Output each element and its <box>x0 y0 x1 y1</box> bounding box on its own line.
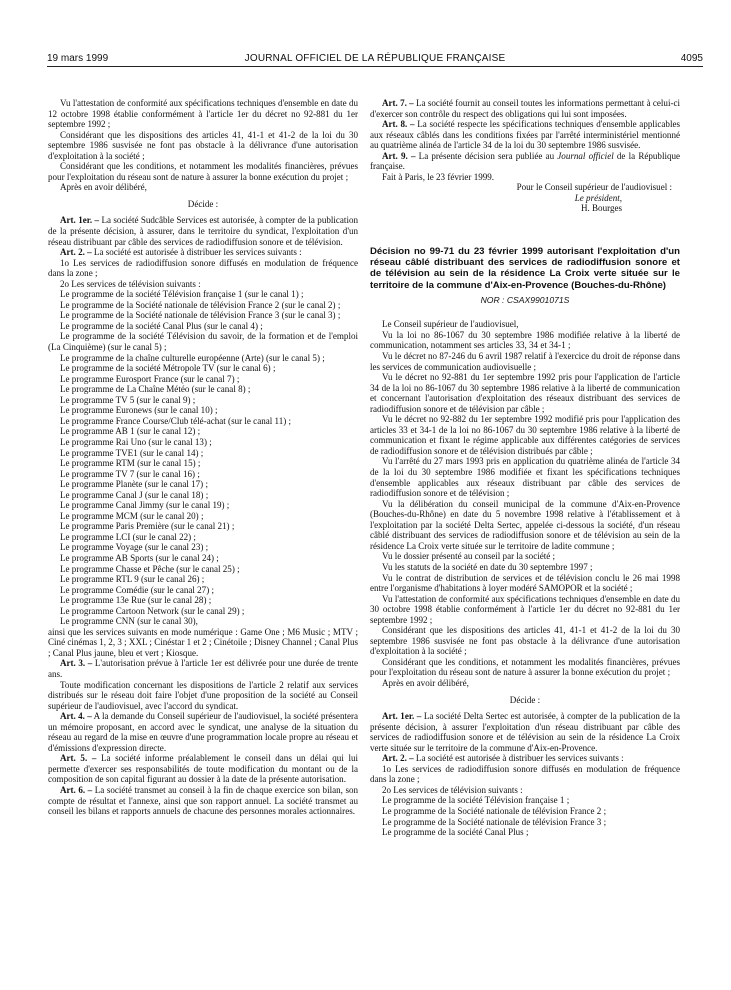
program-item: Le programme de la société Métropole TV (sur le canal 6) ; <box>60 363 276 374</box>
paragraph: Vu le décret no 92-882 du 1er septembre 1992 modifié pris pour l'application des articles 33 et 34-1 de la loi no 86-1067 du 30 septembre 1986 relative à la liberté de communication et fixant le régime applicable aux différentes catégories de services de radiodiffusion sonore et de télévision distribués par câble ; <box>370 414 680 456</box>
program-item: Le programme RTM (sur le canal 15) ; <box>60 458 201 469</box>
program-item: Le programme Euronews (sur le canal 10) ; <box>60 405 218 416</box>
signature-name: H. Bourges <box>580 203 622 214</box>
program-item: Le programme de La Chaîne Météo (sur le canal 8) ; <box>60 384 251 395</box>
left-column <box>48 98 358 817</box>
program-item: Le programme CNN (sur le canal 30), <box>60 616 198 627</box>
page-number: 4095 <box>680 53 703 64</box>
program-item: Le programme Paris Première (sur le canal 21) ; <box>60 521 235 532</box>
article-label: Art. 3. – <box>60 658 93 669</box>
article-8 <box>370 119 680 151</box>
article-label: Art. 5. – <box>60 753 97 764</box>
program-item: Le programme France Course/Club télé-achat (sur le canal 11) ; <box>60 415 292 426</box>
journal-name: Journal officiel <box>557 150 614 161</box>
article-text: La société Delta Sertec est autorisée, à compter de la publication de la présente décision, à assurer l'exploitation d'un réseau distribuant par câble des services de radiodiffusion sonore et de télévision au sein de la résidence La Croix verte située sur le territoire de la commune d'Aix-en-Provence. <box>370 711 680 753</box>
article-label: Art. 2. – <box>60 247 92 258</box>
program-item: Le programme TVE1 (sur le canal 14) ; <box>60 447 204 458</box>
paragraph: Considérant que les dispositions des articles 41, 41-1 et 41-2 de la loi du 30 septembre 1986 susvisée ne font pas obstacle à la délivrance d'une autorisation d'exploitation à la société ; <box>48 129 358 161</box>
signature-date: Fait à Paris, le 23 février 1999. <box>382 171 495 182</box>
article-text: La société est autorisée à distribuer les services suivants : <box>93 247 302 258</box>
program-item: Le programme Voyage (sur le canal 23) ; <box>60 542 209 553</box>
issue-date: 19 mars 1999 <box>47 53 109 64</box>
program-item: Le programme Canal J (sur le canal 18) ; <box>60 489 209 500</box>
signature-role: Le président, <box>574 192 622 203</box>
paragraph: Vu les statuts de la société en date du 30 septembre 1997 ; <box>382 561 593 572</box>
paragraph: Vu le décret no 87-246 du 6 avril 1987 relatif à l'exercice du droit de réponse dans les services de communication audiovisuelle ; <box>370 351 680 372</box>
program-item: Le programme de la société Télévision française 1 (sur le canal 1) ; <box>60 289 304 300</box>
paragraph: Vu le contrat de distribution de services et de télévision conclu le 26 mai 1998 entre l'organisme d'habitations à loyer modéré SAMOPOR et la société ; <box>370 572 680 594</box>
signature-org: Pour le Conseil supérieur de l'audiovisuel : <box>516 182 672 193</box>
article-label: Art. 1er. – <box>60 215 100 226</box>
article-label: Art. 4. – <box>60 711 92 722</box>
program-item: Le programme RTL 9 (sur le canal 26) ; <box>60 574 205 585</box>
paragraph: Le Conseil supérieur de l'audiovisuel, <box>382 319 519 330</box>
paragraph: Considérant que les conditions, et notamment les modalités financières, prévues pour l'exploitation du réseau sont de nature à assurer la bonne exécution du projet ; <box>48 161 358 182</box>
article-text: A la demande du Conseil supérieur de l'audiovisuel, la société présentera un mémoire proposant, en accord avec le syndicat, une analyse de la situation du réseau au regard de la mise en œuvre d'une programmation locale propre au réseau et d'émissions d'expression directe. <box>48 711 359 753</box>
tv-services: 2o Les services de télévision suivants : <box>382 784 523 795</box>
tv-services: 2o Les services de télévision suivants : <box>60 278 201 289</box>
program-item: Le programme de la société Canal Plus ; <box>382 827 529 838</box>
program-item: Le programme Planète (sur le canal 17) ; <box>60 479 208 490</box>
paragraph: Considérant que les conditions, et notamment les modalités financières, prévues pour l'exploitation du réseau sont de nature à assurer la bonne exécution du projet ; <box>370 656 680 678</box>
article-9 <box>370 151 680 172</box>
program-item: Le programme Rai Uno (sur le canal 13) ; <box>60 436 212 447</box>
radio-services: 1o Les services de radiodiffusion sonore diffusés en modulation de fréquence dans la zone ; <box>370 763 680 785</box>
program-item: Le programme AB 1 (sur le canal 12) ; <box>60 426 201 437</box>
paragraph: Vu la loi no 86-1067 du 30 septembre 1986 modifiée relative à la liberté de communication, notamment ses articles 33, 34 et 34-1 ; <box>370 329 680 351</box>
article-4 <box>48 711 358 753</box>
journal-title: JOURNAL OFFICIEL DE LA RÉPUBLIQUE FRANÇAISE <box>244 53 506 64</box>
decide-heading: Décide : <box>187 198 219 209</box>
article-1 <box>370 711 680 753</box>
program-item: Le programme de la Société nationale de télévision France 3 ; <box>382 816 607 827</box>
paragraph: Vu l'attestation de conformité aux spécifications techniques d'ensemble en date du 30 octobre 1998 établie conformément à l'article 1er du décret no 92-881 du 1er septembre 1992 ; <box>370 593 680 625</box>
paragraph: Vu l'attestation de conformité aux spécifications techniques d'ensemble en date du 12 octobre 1998 établie conformément à l'article 1er du décret no 92-881 du 1er septembre 1992 ; <box>48 98 358 130</box>
article-text: La société fournit au conseil toutes les informations permettant à celui-ci d'exercer son contrôle du respect des obligations qui lui sont imposées. <box>370 98 681 119</box>
program-item: Le programme Canal Jimmy (sur le canal 19) ; <box>60 500 230 511</box>
program-item: Le programme AB Sports (sur le canal 24) ; <box>60 552 219 563</box>
decision-title: Décision no 99-71 du 23 février 1999 autorisant l'exploitation d'un réseau câblé distribuant des services de radiodiffusion sonore et de télévision au sein de la résidence La Croix verte située sur le territoire de la commune d'Aix-en-Provence (Bouches-du-Rhône) <box>370 246 680 291</box>
decide-heading: Décide : <box>509 694 541 705</box>
article-label: Art. 6. – <box>60 785 93 795</box>
program-item: Le programme Chasse et Pêche (sur le canal 25) ; <box>60 563 240 574</box>
paragraph: Considérant que les dispositions des articles 41, 41-1 et 41-2 de la loi du 30 septembre 1986 susvisée ne font pas obstacle à la délivrance d'une autorisation d'exploitation à la société ; <box>370 625 680 657</box>
paragraph: Vu le dossier présenté au conseil par la société ; <box>382 551 556 562</box>
article-label: Art. 2. – <box>382 753 414 764</box>
article-7 <box>370 98 680 119</box>
article-label: Art. 7. – <box>382 98 414 108</box>
article-text: La société transmet au conseil à la fin de chaque exercice son bilan, son compte de résultat et l'annexe, ainsi que son rapport annuel. La société transmet au conseil les bilans et rapports annuels de chacune des personnes morales actionnaires. <box>48 785 359 817</box>
program-list <box>370 795 680 837</box>
article-text: de la République française. <box>370 150 681 172</box>
article-text: La société informe préalablement le conseil dans un délai qui lui permette d'exercer ses responsabilités de toute modification du montant ou de la composition de son capital figurant au dossier à la date de la présente autorisation. <box>48 753 358 785</box>
article-3 <box>48 658 358 679</box>
program-item: Le programme de la société Canal Plus (sur le canal 4) ; <box>60 320 263 331</box>
program-item: Le programme LCI (sur le canal 22) ; <box>60 531 196 542</box>
article-6 <box>48 785 358 817</box>
article-text: La présente décision sera publiée au <box>418 150 558 161</box>
program-item: Le programme de la Société nationale de télévision France 2 ; <box>382 805 607 816</box>
paragraph: Vu le décret no 92-881 du 1er septembre 1992 pris pour l'application de l'article 34 de la loi no 86-1067 du 30 septembre 1986 relative à la liberté de communication et concernant l'autorisation d'exploitation des réseaux distribuant des services de radiodiffusion sonore et de télévision par câble ; <box>370 372 680 414</box>
program-item: Le programme Eurosport France (sur le canal 7) ; <box>60 373 240 384</box>
program-item: Le programme de la société Télévision française 1 ; <box>382 795 570 806</box>
program-item: Le programme 13e Rue (sur le canal 28) ; <box>60 595 212 606</box>
article-text: L'autorisation prévue à l'article 1er est délivrée pour une durée de trente ans. <box>48 658 358 679</box>
program-item: Le programme TV 7 (sur le canal 16) ; <box>60 468 200 479</box>
header-rule <box>47 66 703 67</box>
article-text: La société Sudcâble Services est autorisée, à compter de la publication de la présente décision, à assurer, dans le territoire du syndicat, l'exploitation d'un réseau distribuant par câble des services de radiodiffusion sonore et de télévision. <box>48 215 359 247</box>
program-item: Le programme de la Société nationale de télévision France 3 (sur le canal 3) ; <box>60 310 341 321</box>
program-item: Le programme Cartoon Network (sur le canal 29) ; <box>60 605 245 616</box>
paragraph: Vu la délibération du conseil municipal de la commune d'Aix-en-Provence (Bouches-du-Rhône) en date du 5 novembre 1998 relative à l'établissement et à l'exploitation par la société Delta Sertec, appelée ci-dessous la société, d'un réseau câblé distribuant des services de radiodiffusion sonore et de télévision au sein de la résidence La Croix verte située sur le territoire de ladite commune ; <box>370 498 680 551</box>
article-5 <box>48 753 358 785</box>
paragraph: Après en avoir délibéré, <box>60 182 147 193</box>
nor-reference: NOR : CSAX9901071S <box>480 294 570 305</box>
article-2 <box>370 753 680 764</box>
radio-services: 1o Les services de radiodiffusion sonore diffusés en modulation de fréquence dans la zone ; <box>48 257 358 279</box>
page-header <box>47 50 703 66</box>
paragraph: Après en avoir délibéré, <box>382 677 469 688</box>
paragraph: Vu l'arrêté du 27 mars 1993 pris en application du quatrième alinéa de l'article 34 de la loi du 30 septembre 1986 modifiée et fixant les spécifications techniques d'ensemble applicables aux réseaux distribuant par câble des services de radiodiffusion sonore et de télévision ; <box>370 456 680 499</box>
numeric-services: ainsi que les services suivants en mode numérique : Game One ; M6 Music ; MTV ; Ciné cinémas 1, 2, 3 ; XXL ; Cinéstar 1 et 2 ; Cinétoile ; Disney Channel ; Canal Plus ; Canal Plus jaune, bleu et vert ; Kiosque. <box>48 626 358 658</box>
program-list <box>48 289 358 627</box>
program-item: Le programme Comédie (sur le canal 27) ; <box>60 584 214 595</box>
article-1 <box>48 215 358 247</box>
program-item: Le programme de la chaîne culturelle européenne (Arte) (sur le canal 5) ; <box>60 352 325 363</box>
program-item: Le programme TV 5 (sur le canal 9) ; <box>60 394 196 405</box>
article-label: Art. 9. – <box>382 150 416 161</box>
paragraph: Toute modification concernant les dispositions de l'article 2 relatif aux services distribués sur le réseau doit faire l'objet d'une proposition de la société au Conseil supérieur de l'audiovisuel, avec l'accord du syndicat. <box>48 679 358 711</box>
article-label: Art. 1er. – <box>382 711 422 722</box>
article-label: Art. 8. – <box>382 119 415 130</box>
program-item: Le programme de la société Télévision du savoir, de la formation et de l'emploi (La Cinquième) (sur le canal 5) ; <box>48 331 358 353</box>
article-text: La société respecte les spécifications techniques d'ensemble applicables aux réseaux câblés dans les conditions fixées par l'arrêté interministériel mentionné au quatrième alinéa de l'article 34 de la loi du 30 septembre 1986 susvisée. <box>370 119 680 151</box>
program-item: Le programme de la Société nationale de télévision France 2 (sur le canal 2) ; <box>60 299 341 310</box>
article-text: La société est autorisée à distribuer les services suivants : <box>415 753 624 764</box>
program-item: Le programme MCM (sur le canal 20) ; <box>60 510 204 521</box>
right-column <box>370 98 680 838</box>
article-2 <box>48 247 358 258</box>
